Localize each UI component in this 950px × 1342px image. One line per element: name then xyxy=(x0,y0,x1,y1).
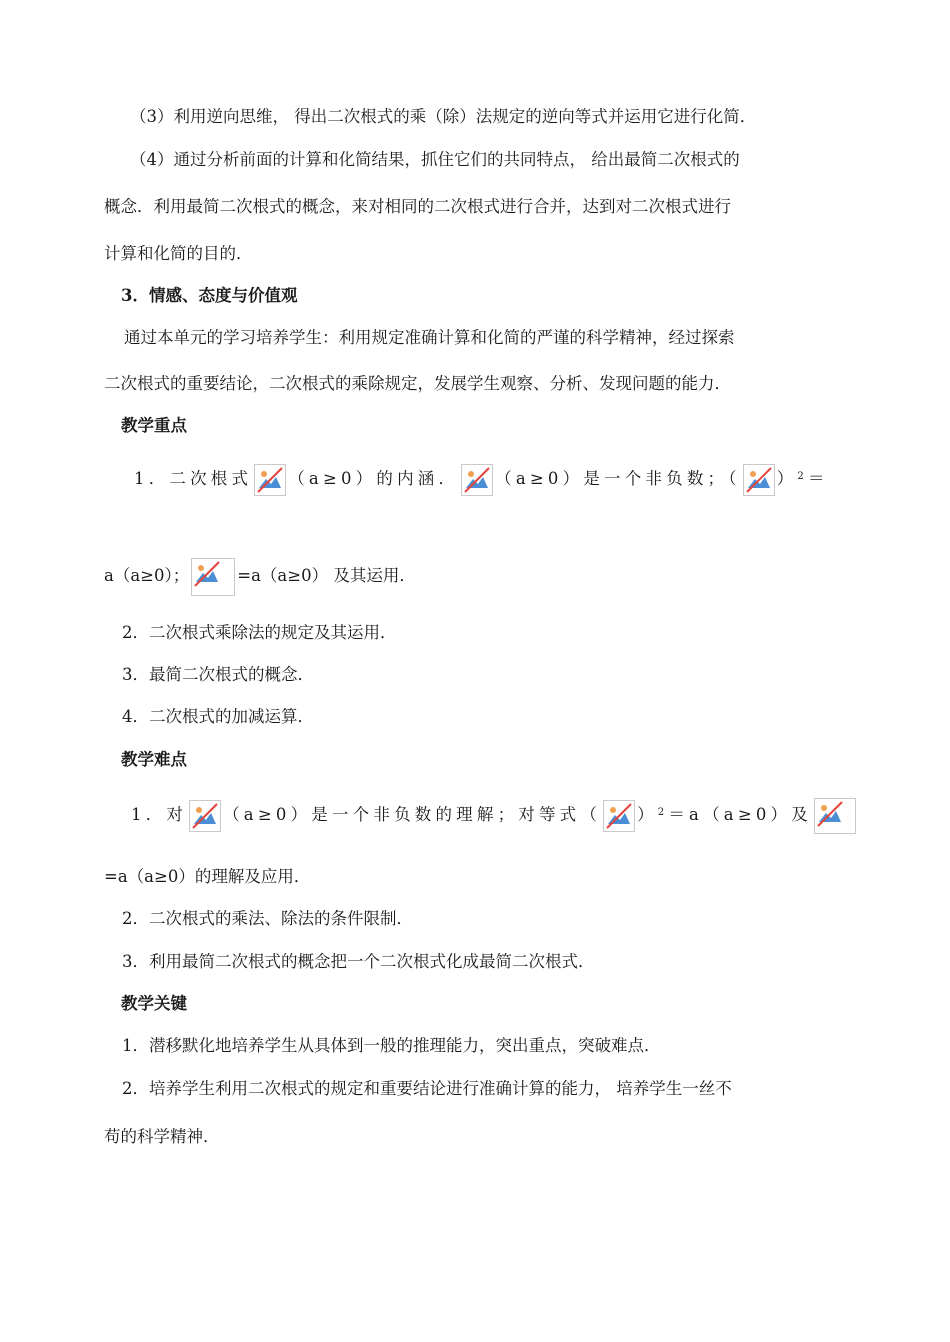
difficulty-3: 3．利用最简二次根式的概念把一个二次根式化成最简二次根式． xyxy=(122,952,595,971)
key-point-1-text-g: =a（a≥0） 及其运用． xyxy=(237,566,416,585)
broken-image-icon xyxy=(254,464,286,496)
key-point-1-text-b: （a≥0）的内涵． xyxy=(288,469,460,488)
key-point-1-line2 xyxy=(104,556,416,596)
broken-image-icon xyxy=(189,800,221,832)
paragraph-objective-3: （3）利用逆向思维， 得出二次根式的乘（除）法规定的逆向等式并运用它进行化简． xyxy=(130,107,757,126)
paragraph-objective-4-line1: （4）通过分析前面的计算和化简结果，抓住它们的共同特点， 给出最简二次根式的 xyxy=(130,150,740,169)
key-to-teaching-1: 1．潜移默化地培养学生从具体到一般的推理能力，突出重点，突破难点． xyxy=(122,1036,661,1055)
superscript-2: 2 xyxy=(657,807,669,818)
key-point-3: 3．最简二次根式的概念． xyxy=(122,665,314,684)
difficulty-1-text-b: （a≥0）是一个非负数的理解；对等式（ xyxy=(223,805,602,824)
paragraph-objective-4-line3: 计算和化简的目的． xyxy=(104,244,253,263)
broken-image-icon xyxy=(461,464,493,496)
broken-image-icon xyxy=(603,800,635,832)
difficulty-1-line2: =a（a≥0）的理解及应用． xyxy=(104,867,311,886)
heading-key-points: 教学重点 xyxy=(121,416,187,435)
paragraph-attitude-line1: 通过本单元的学习培养学生：利用规定准确计算和化简的严谨的科学精神，经过探索 xyxy=(124,328,735,347)
broken-image-icon xyxy=(191,558,235,596)
difficulty-1-text-a: 1．对 xyxy=(131,805,188,824)
key-point-1-text-d: ） xyxy=(776,469,798,488)
superscript-2: 2 xyxy=(797,471,808,482)
key-to-teaching-2-line1: 2．培养学生利用二次根式的规定和重要结论进行准确计算的能力， 培养学生一丝不 xyxy=(122,1079,732,1098)
heading-difficulties: 教学难点 xyxy=(121,750,187,769)
difficulty-2: 2．二次根式的乘法、除法的条件限制． xyxy=(122,909,413,928)
difficulty-1-line1 xyxy=(131,795,858,835)
key-point-1-text-f: a（a≥0）； xyxy=(104,566,190,585)
difficulty-1-text-c: ） xyxy=(637,805,658,824)
paragraph-objective-4-line2: 概念．利用最简二次根式的概念，来对相同的二次根式进行合并，达到对二次根式进行 xyxy=(104,197,731,216)
broken-image-icon xyxy=(814,798,856,834)
key-point-1-text-c: （a≥0）是一个非负数；（ xyxy=(495,469,741,488)
key-point-1-text-a: 1．二次根式 xyxy=(134,469,253,488)
heading-key-to-teaching: 教学关键 xyxy=(121,994,187,1013)
key-point-1-line1 xyxy=(134,459,829,499)
difficulty-1-text-d: ＝a（a≥0）及 xyxy=(668,805,812,824)
heading-attitude-values: 3．情感、态度与价值观 xyxy=(121,286,298,305)
key-point-4: 4．二次根式的加减运算． xyxy=(122,707,314,726)
key-point-1-text-e: ＝ xyxy=(807,469,829,488)
paragraph-attitude-line2: 二次根式的重要结论，二次根式的乘除规定，发展学生观察、分析、发现问题的能力． xyxy=(104,374,731,393)
key-point-2: 2．二次根式乘除法的规定及其运用． xyxy=(122,623,397,642)
key-to-teaching-2-line2: 苟的科学精神． xyxy=(104,1127,220,1146)
broken-image-icon xyxy=(743,464,775,496)
